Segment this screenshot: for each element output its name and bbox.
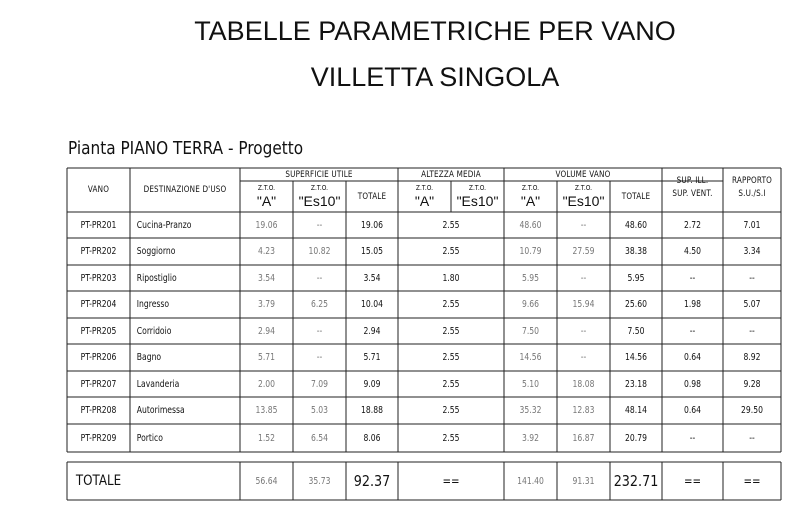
cell-vol-a: 35.32 [519,405,542,416]
cell-su-totale: 3.54 [363,272,381,284]
header-zone-a: "A" [520,193,541,209]
cell-altezza: 2.55 [442,325,460,337]
cell-su-es10: 5.03 [310,405,329,416]
cell-su-totale: 9.09 [363,378,381,390]
cell-vol-totale: 7.50 [627,325,645,337]
cell-vano: PT-PR206 [80,352,117,363]
cell-vol-a: 14.56 [519,352,542,363]
cell-destinazione: Soggiorno [136,246,176,257]
cell-su-es10: -- [316,219,323,231]
cell-sup-ill: -- [689,272,696,284]
cell-altezza: 2.55 [442,352,460,363]
totals-sup: == [683,474,702,488]
cell-destinazione: Lavanderia [136,378,180,390]
cell-su-a: 3.79 [257,299,276,310]
cell-vol-a: 5.95 [521,272,540,284]
cell-su-totale: 2.94 [363,325,381,337]
cell-vol-a: 3.92 [521,432,540,444]
cell-altezza: 2.55 [442,299,460,310]
cell-vol-totale: 48.14 [625,405,647,416]
cell-vol-es10: 12.83 [572,405,595,416]
cell-su-a: 3.54 [257,272,276,284]
cell-vol-es10: 27.59 [572,246,595,257]
cell-rapporto: -- [749,272,755,284]
cell-rapporto: 5.07 [743,299,761,310]
cell-su-es10: 7.09 [310,378,329,390]
cell-vol-totale: 48.60 [625,219,647,231]
cell-altezza: 2.55 [442,378,460,390]
cell-sup-ill: 1.98 [683,299,702,310]
cell-vano: PT-PR207 [80,378,117,390]
cell-destinazione: Autorimessa [136,405,185,416]
cell-vol-a: 5.10 [521,378,540,390]
cell-rapporto: 9.28 [743,378,761,390]
cell-su-a: 2.00 [257,378,276,390]
totals-label: TOTALE [75,473,122,489]
cell-rapporto: 29.50 [741,405,763,416]
cell-vano: PT-PR203 [80,272,117,284]
cell-su-es10: -- [316,325,323,337]
header-zone-a: "A" [414,193,435,209]
cell-rapporto: -- [749,432,755,444]
header-sup-vent: SUP. VENT. [672,189,713,199]
header-su-si: S.U./S.I [738,189,766,199]
cell-su-a: 4.23 [257,246,276,257]
cell-su-a: 1.52 [257,432,276,444]
cell-vano: PT-PR202 [80,246,117,257]
cell-vol-es10: 15.94 [572,299,595,310]
header-superficie: SUPERFICIE UTILE [285,169,353,180]
cell-su-totale: 5.71 [363,352,381,363]
header-zone-es10: "Es10" [298,193,341,209]
header-zto: Z.T.O. [521,184,540,192]
header-zto: Z.T.O. [415,184,434,192]
cell-rapporto: 3.34 [743,246,761,257]
cell-vol-es10: -- [580,352,587,363]
cell-altezza: 2.55 [442,219,460,231]
cell-altezza: 2.55 [442,246,460,257]
cell-su-a: 19.06 [255,219,278,231]
cell-su-totale: 15.05 [361,246,383,257]
cell-vol-totale: 20.79 [625,432,647,444]
totals-vol-tot: 232.71 [613,472,659,490]
cell-destinazione: Cucina-Pranzo [136,219,192,231]
header-sup-ill: SUP. ILL. [676,176,709,186]
totals-su-tot: 92.37 [353,472,391,490]
totals-su-a: 56.64 [255,475,278,487]
cell-sup-ill: 0.64 [683,352,702,363]
header-zto: Z.T.O. [468,184,487,192]
cell-vano: PT-PR209 [80,432,117,444]
cell-vol-totale: 25.60 [625,299,647,310]
page-title: TABELLE PARAMETRICHE PER VANO [194,16,676,46]
cell-su-es10: -- [316,352,323,363]
cell-altezza: 2.55 [442,405,460,416]
cell-destinazione: Bagno [136,352,162,363]
header-volume: VOLUME VANO [555,169,611,180]
totals-su-es: 35.73 [308,475,331,487]
header-rapporto: RAPPORTO [731,176,773,186]
cell-rapporto: -- [749,325,755,337]
plan-label: Pianta PIANO TERRA - Progetto [68,138,304,159]
cell-sup-ill: 2.72 [683,219,702,231]
cell-vol-es10: -- [580,325,587,337]
cell-sup-ill: 0.64 [683,405,702,416]
cell-rapporto: 8.92 [743,352,761,363]
cell-destinazione: Corridoio [136,325,172,337]
header-zone-es10: "Es10" [562,193,605,209]
cell-vano: PT-PR208 [80,405,117,416]
cell-su-totale: 8.06 [363,432,381,444]
cell-vano: PT-PR204 [80,299,117,310]
header-destinazione: DESTINAZIONE D'USO [143,185,227,195]
header-zone-es10: "Es10" [456,193,499,209]
totals-altezza: == [442,474,460,488]
header-vano: VANO [87,185,110,195]
cell-vol-totale: 23.18 [625,378,647,390]
cell-vol-totale: 5.95 [627,272,645,284]
cell-vol-a: 48.60 [519,219,542,231]
cell-vol-totale: 38.38 [625,246,647,257]
header-zto: Z.T.O. [574,184,593,192]
cell-su-es10: 10.82 [308,246,331,257]
cell-vol-a: 9.66 [521,299,540,310]
totals-vol-es: 91.31 [572,475,595,487]
header-totale: TOTALE [357,191,387,202]
cell-su-a: 2.94 [257,325,276,337]
cell-vol-totale: 14.56 [625,352,647,363]
totals-vol-a: 141.40 [517,475,544,487]
page-subtitle: VILLETTA SINGOLA [310,62,560,92]
cell-altezza: 2.55 [442,432,460,444]
cell-su-totale: 19.06 [361,219,383,231]
cell-su-totale: 10.04 [361,299,383,310]
cell-sup-ill: -- [689,432,696,444]
cell-su-a: 13.85 [255,405,278,416]
cell-destinazione: Ingresso [136,299,170,310]
cell-vol-es10: 16.87 [572,432,595,444]
cell-su-totale: 18.88 [361,405,383,416]
header-zone-a: "A" [256,193,277,209]
cell-su-es10: 6.54 [310,432,329,444]
cell-sup-ill: 4.50 [683,246,702,257]
cell-sup-ill: 0.98 [683,378,702,390]
cell-vol-es10: -- [580,272,587,284]
cell-sup-ill: -- [689,325,696,337]
cell-rapporto: 7.01 [743,219,761,231]
header-zto: Z.T.O. [257,184,276,192]
header-totale: TOTALE [621,191,651,202]
cell-altezza: 1.80 [442,272,460,284]
cell-su-es10: 6.25 [310,299,329,310]
cell-vol-a: 10.79 [519,246,542,257]
totals-rapporto: == [743,474,761,488]
cell-su-a: 5.71 [257,352,276,363]
cell-vol-es10: 18.08 [572,378,595,390]
header-zto: Z.T.O. [310,184,329,192]
cell-vano: PT-PR205 [80,325,117,337]
cell-su-es10: -- [316,272,323,284]
cell-destinazione: Portico [136,432,163,444]
cell-vol-a: 7.50 [521,325,540,337]
cell-vol-es10: -- [580,219,587,231]
header-altezza: ALTEZZA MEDIA [421,169,481,180]
cell-destinazione: Ripostiglio [136,272,177,284]
cell-vano: PT-PR201 [80,219,117,231]
